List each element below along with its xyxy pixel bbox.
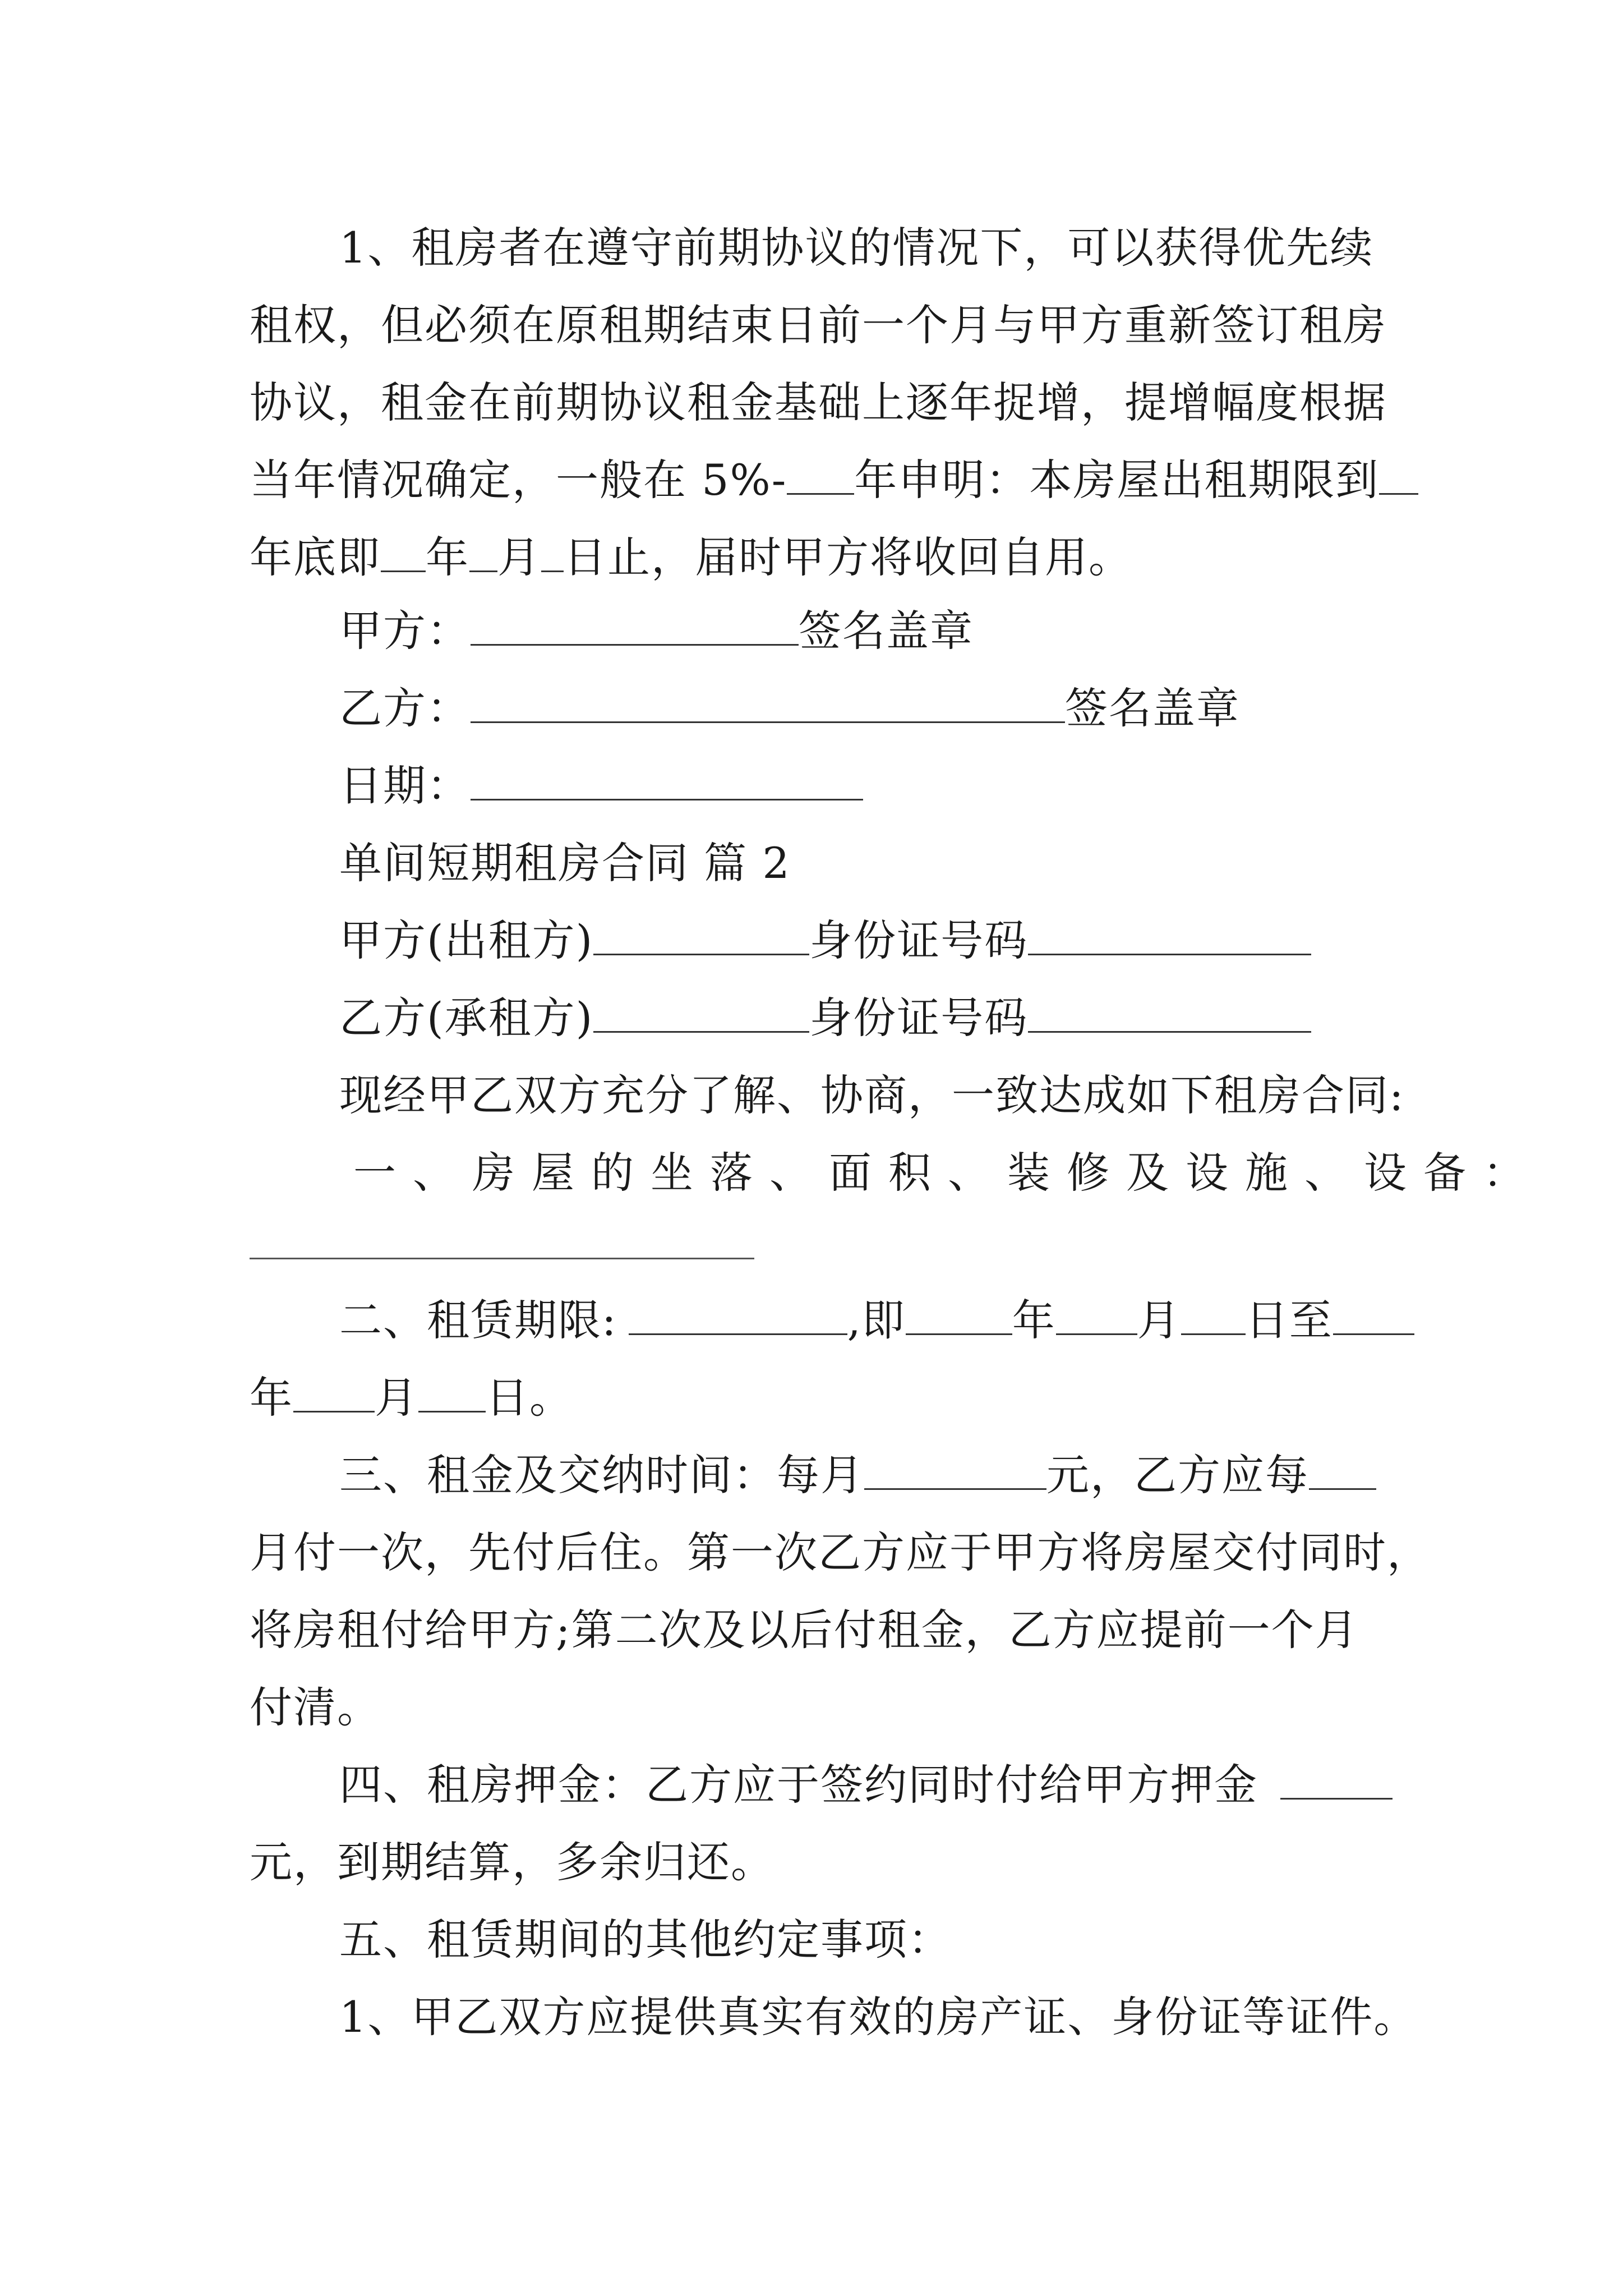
p1-line-4-b: 年申明：本房屋出租期限到	[854, 455, 1380, 505]
start-day-field[interactable]	[1181, 1294, 1246, 1335]
blank-field	[469, 531, 497, 572]
s3-b: 元，乙方应每	[1046, 1450, 1309, 1500]
lessor-name-field[interactable]	[593, 914, 809, 955]
section-3-line-4: 付清。	[250, 1682, 381, 1732]
lessee-id-label: 身份证号码	[809, 993, 1029, 1043]
p1-line-5-b: 年	[426, 532, 469, 582]
p1-line-5-c: 月	[497, 532, 541, 582]
blank-field	[1379, 454, 1418, 495]
start-month-field[interactable]	[1056, 1294, 1137, 1335]
p1-line-2: 租权，但必须在原租期结束日前一个月与甲方重新签订租房	[250, 300, 1387, 350]
sign-date	[339, 758, 863, 814]
section-1-blank-line[interactable]	[250, 1258, 754, 1259]
intro-line: 现经甲乙双方充分了解、协商，一致达成如下租房合同:	[339, 1070, 1405, 1120]
sign-party-b-suffix: 签名盖章	[1065, 683, 1240, 733]
s2-c: 年	[1012, 1295, 1056, 1345]
deposit-field[interactable]	[1280, 1759, 1393, 1800]
sign-party-a-suffix: 签名盖章	[799, 606, 974, 656]
lessor-id-field[interactable]	[1028, 914, 1311, 955]
sign-party-a-label: 甲方：	[339, 606, 471, 656]
section-2-line-2	[250, 1370, 573, 1426]
lessee-line	[339, 990, 1311, 1046]
section-heading-2: 单间短期租房合同 篇 2	[339, 838, 791, 888]
section-4-line-1	[339, 1757, 1393, 1813]
p1-line-4	[250, 452, 1418, 508]
lessee-label: 乙方(承租方)	[339, 993, 594, 1043]
p1-line-5-a: 年底即	[250, 532, 381, 582]
p1-line-1: 1、租房者在遵守前期协议的情况下，可以获得优先续	[339, 223, 1374, 273]
section-3-line-1	[339, 1447, 1376, 1503]
s4-a: 四、租房押金：乙方应于签约同时付给甲方押金	[339, 1760, 1258, 1810]
sign-party-a	[339, 603, 974, 659]
s2-f: 年	[250, 1373, 293, 1423]
end-month-field[interactable]	[293, 1372, 375, 1412]
end-day-field[interactable]	[418, 1372, 486, 1412]
sign-party-b-label: 乙方：	[339, 683, 471, 733]
blank-field	[541, 531, 564, 572]
section-3-line-3: 将房租付给甲方;第二次及以后付租金，乙方应提前一个月	[250, 1605, 1359, 1655]
payment-interval-field[interactable]	[1309, 1449, 1376, 1490]
sign-date-label: 日期：	[339, 761, 471, 811]
lease-term-field[interactable]	[629, 1294, 847, 1335]
lessor-id-label: 身份证号码	[809, 915, 1029, 965]
lessor-label: 甲方(出租方)	[339, 915, 594, 965]
lessee-name-field[interactable]	[593, 992, 809, 1033]
section-2-line-1	[339, 1292, 1414, 1349]
end-year-field[interactable]	[1333, 1294, 1414, 1335]
date-field[interactable]	[471, 760, 863, 800]
section-5-heading: 五、租赁期间的其他约定事项：	[339, 1915, 952, 1964]
section-3-line-2: 月付一次，先付后住。第一次乙方应于甲方将房屋交付同时，	[250, 1527, 1431, 1577]
s2-h: 日。	[486, 1373, 573, 1423]
signature-field-b[interactable]	[471, 682, 1065, 723]
s3-a: 三、租金及交纳时间：每月	[339, 1450, 864, 1500]
section-5-item-1: 1、甲乙双方应提供真实有效的房产证、身份证等证件。	[339, 1992, 1418, 2042]
lessor-line	[339, 913, 1311, 969]
start-year-field[interactable]	[906, 1294, 1012, 1335]
s2-e: 日至	[1245, 1295, 1333, 1345]
s2-b: ,即	[847, 1295, 906, 1345]
p1-line-5-d: 日止，届时甲方将收回自用。	[564, 532, 1132, 582]
p1-line-4-a: 当年情况确定，一般在 5%-	[250, 455, 787, 505]
p1-line-3: 协议，租金在前期协议租金基础上逐年捉增，提增幅度根据	[250, 378, 1387, 427]
s2-d: 月	[1137, 1295, 1181, 1345]
sign-party-b	[339, 680, 1240, 737]
blank-field	[381, 531, 426, 572]
signature-field-a[interactable]	[471, 605, 799, 646]
s2-g: 月	[375, 1373, 418, 1423]
p1-line-5	[250, 530, 1132, 586]
section-1: 一、房屋的坐落、面积、装修及设施、设备：	[353, 1148, 1542, 1198]
lessee-id-field[interactable]	[1028, 992, 1311, 1033]
section-4-line-2: 元，到期结算，多余归还。	[250, 1837, 774, 1887]
blank-field	[787, 454, 854, 495]
s2-a: 二、租赁期限:	[339, 1295, 617, 1345]
monthly-rent-field[interactable]	[864, 1449, 1046, 1490]
